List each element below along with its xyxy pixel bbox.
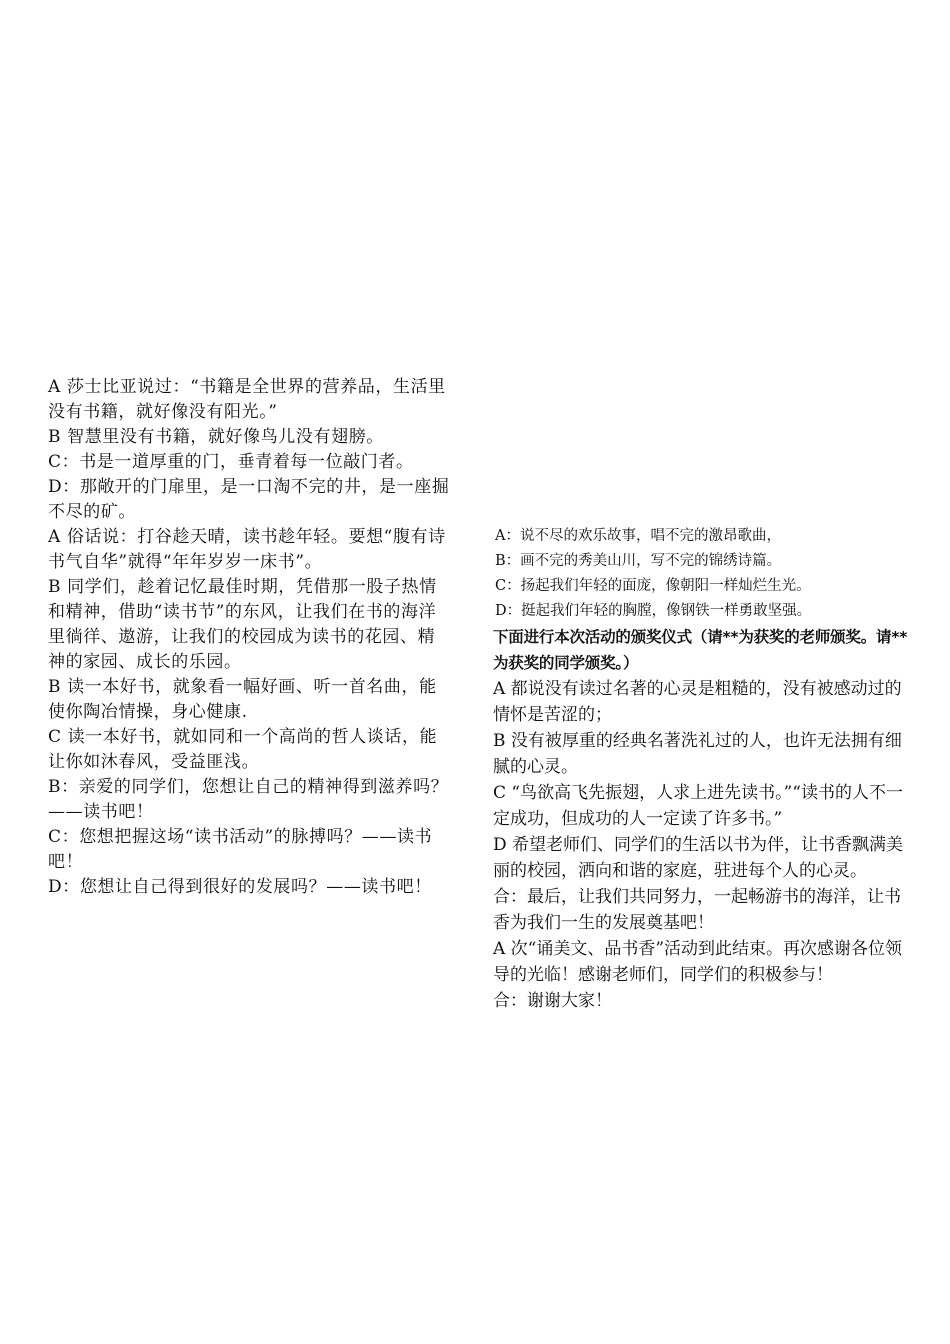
paragraph: 合：最后，让我们共同努力，一起畅游书的海洋，让书香为我们一生的发展奠基吧！ xyxy=(493,887,901,933)
award-ceremony-heading: 下面进行本次活动的颁奖仪式（请**为获奖的老师颁奖。请**为获奖的同学颁奖。） xyxy=(493,628,908,672)
paragraph: D：您想让自己得到很好的发展吗？——读书吧！ xyxy=(48,877,432,897)
paragraph: B：亲爱的同学们，您想让自己的精神得到滋养吗？——读书吧！ xyxy=(48,777,449,822)
right-column xyxy=(493,524,913,1014)
left-column xyxy=(48,375,452,900)
paragraph: 合：谢谢大家！ xyxy=(493,991,612,1011)
paragraph: B 智慧里没有书籍，就好像鸟儿没有翅膀。 xyxy=(48,427,384,447)
paragraph: C：书是一道厚重的门，垂青着每一位敲门者。 xyxy=(48,452,414,472)
paragraph: B 读一本好书，就象看一幅好画、听一首名曲，能使你陶冶情操，身心健康. xyxy=(48,677,437,722)
paragraph: A 都说没有读过名著的心灵是粗糙的，没有被感动过的情怀是苦涩的； xyxy=(493,679,902,725)
paragraph: C “鸟欲高飞先振翅，人求上进先读书。”“读书的人不一定成功，但成功的人一定读了许多书。” xyxy=(493,783,903,829)
paragraph: B：画不完的秀美山川，写不完的锦绣诗篇。 xyxy=(495,553,782,569)
paragraph: D 希望老师们、同学们的生活以书为伴，让书香飘满美丽的校园，洒向和谐的家庭，驻进每个人的心灵。 xyxy=(493,835,904,881)
paragraph: A 次“诵美文、品书香”活动到此结束。再次感谢各位领导的光临！感谢老师们，同学们的积极参与！ xyxy=(493,939,903,985)
paragraph: C：扬起我们年轻的面庞，像朝阳一样灿烂生光。 xyxy=(495,578,811,594)
paragraph: A 俗话说：打谷趁天晴，读书趁年轻。要想“腹有诗书气自华”就得“年年岁岁一床书”。 xyxy=(48,527,446,572)
paragraph: C：您想把握这场“读书活动”的脉搏吗？——读书吧！ xyxy=(48,827,433,872)
paragraph: C 读一本好书，就如同和一个高尚的哲人谈话，能让你如沐春风，受益匪浅。 xyxy=(48,727,438,772)
paragraph: B 没有被厚重的经典名著洗礼过的人，也许无法拥有细腻的心灵。 xyxy=(493,731,902,777)
paragraph: D：挺起我们年轻的胸膛，像钢铁一样勇敢坚强。 xyxy=(495,603,812,619)
paragraph: A：说不尽的欢乐故事，唱不完的激昂歌曲， xyxy=(495,528,781,544)
paragraph: B 同学们，趁着记忆最佳时期，凭借那一股子热情和精神，借助“读书节”的东风，让我们在书的海洋里徜徉、遨游，让我们的校园成为读书的花园、精神的家园、成长的乐园。 xyxy=(48,577,437,672)
paragraph: D：那敞开的门扉里，是一口淘不完的井，是一座掘不尽的矿。 xyxy=(48,477,450,522)
paragraph: A 莎士比亚说过：“书籍是全世界的营养品，生活里没有书籍，就好像没有阳光。” xyxy=(48,377,446,422)
